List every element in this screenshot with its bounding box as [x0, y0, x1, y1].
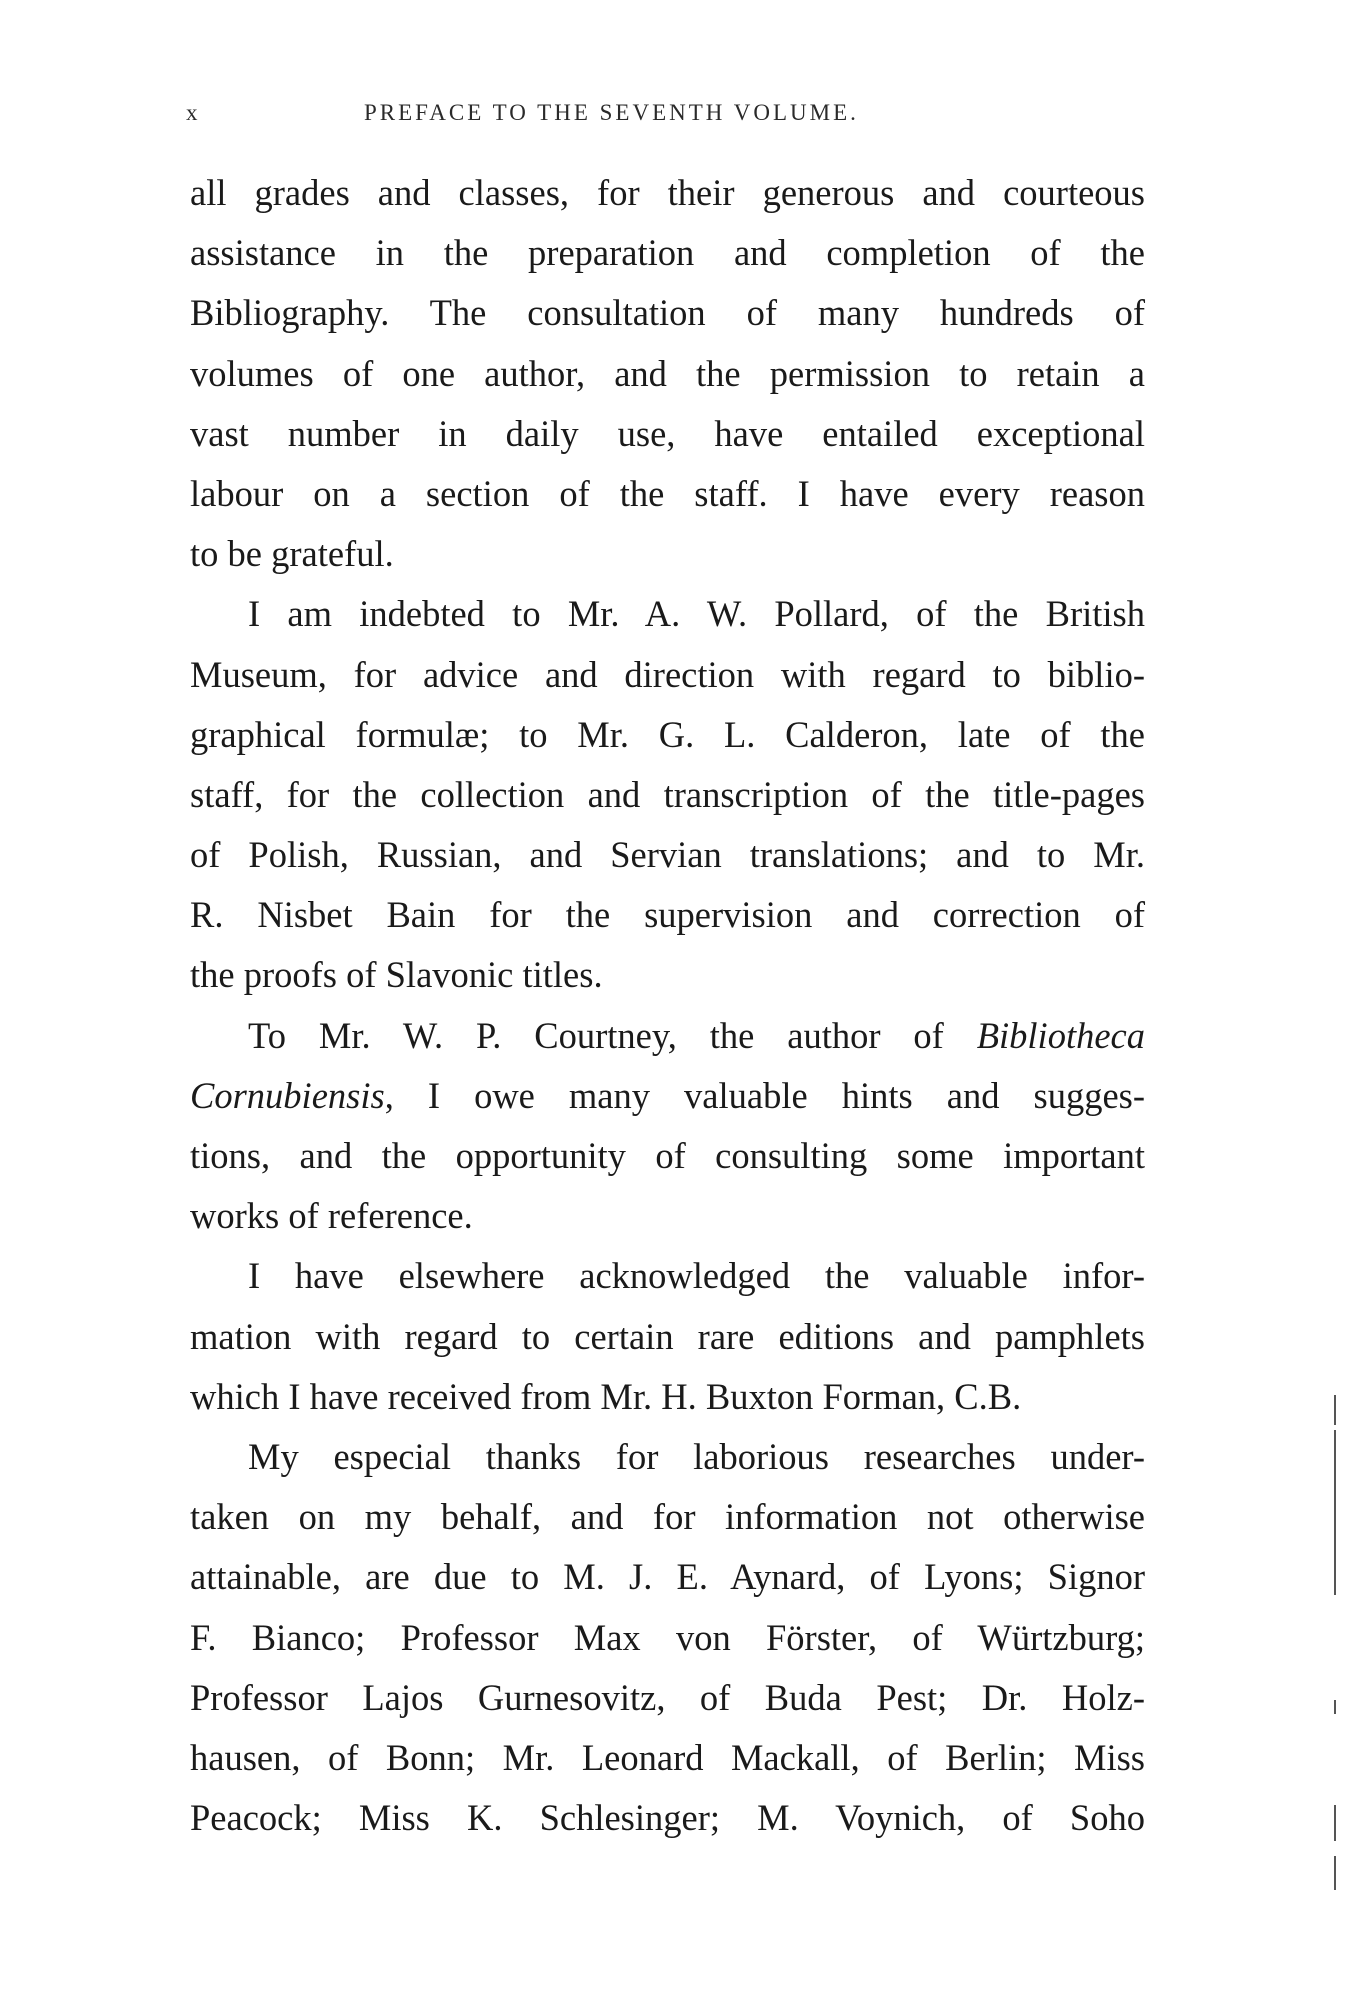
text-line: of Polish, Russian, and Servian translations; and to Mr. [190, 834, 1145, 876]
running-head [186, 100, 1146, 140]
text-line-paragraph-end: to be grateful. [190, 533, 394, 575]
text-line-paragraph-end: the proofs of Slavonic titles. [190, 954, 603, 996]
text-line: Bibliography. The consultation of many hundreds of [190, 292, 1145, 334]
text-line-paragraph-start: I am indebted to Mr. A. W. Pollard, of the British [248, 593, 1145, 635]
text-segment: , I owe many valuable hints and sugges- [384, 1074, 1145, 1116]
scan-edge-mark [1334, 1430, 1336, 1595]
text-line: F. Bianco; Professor Max von Förster, of Würtzburg; [190, 1616, 1145, 1658]
text-line: all grades and classes, for their generous and courteous [190, 172, 1145, 213]
text-line: vast number in daily use, have entailed exceptional [190, 412, 1145, 454]
text-line-paragraph-start: I have elsewhere acknowledged the valuable infor- [248, 1255, 1145, 1297]
text-line-paragraph-start: My especial thanks for laborious researches under- [248, 1435, 1145, 1477]
scan-edge-mark [1334, 1700, 1336, 1714]
text-line: volumes of one author, and the permission to retain a [190, 352, 1145, 394]
text-line-paragraph-end: works of reference. [190, 1195, 473, 1237]
text-line: R. Nisbet Bain for the supervision and correction of [190, 894, 1145, 936]
text-line: Peacock; Miss K. Schlesinger; M. Voynich, of Soho [190, 1797, 1145, 1839]
text-line: Professor Lajos Gurnesovitz, of Buda Pest; Dr. Holz- [190, 1676, 1145, 1718]
body-text [190, 163, 1145, 1848]
scan-edge-mark [1334, 1805, 1336, 1841]
text-line: graphical formulæ; to Mr. G. L. Calderon, late of the [190, 713, 1145, 755]
text-segment: To Mr. W. P. Courtney, the author of [248, 1014, 977, 1056]
text-line-paragraph-end: which I have received from Mr. H. Buxton Forman, C.B. [190, 1375, 1022, 1417]
italic-title: Bibliotheca [976, 1014, 1145, 1056]
text-line: tions, and the opportunity of consulting some important [190, 1135, 1145, 1176]
text-line: attainable, are due to M. J. E. Aynard, of Lyons; Signor [190, 1556, 1145, 1598]
text-line [190, 1066, 1145, 1126]
scan-edge-mark [1334, 1395, 1336, 1425]
text-line: hausen, of Bonn; Mr. Leonard Mackall, of Berlin; Miss [190, 1736, 1145, 1778]
text-line: Museum, for advice and direction with regard to biblio- [190, 653, 1145, 695]
italic-title: Cornubiensis [190, 1074, 385, 1116]
text-line-paragraph-start [190, 1006, 1145, 1066]
scan-edge-mark [1334, 1856, 1336, 1890]
text-line: staff, for the collection and transcription of the title-pages [190, 773, 1145, 815]
running-title: PREFACE TO THE SEVENTH VOLUME. [364, 100, 859, 125]
scan-edge-marks [1324, 0, 1354, 2001]
text-line: taken on my behalf, and for information not otherwise [190, 1496, 1145, 1538]
page-number: x [186, 100, 201, 125]
text-line: labour on a section of the staff. I have every reason [190, 472, 1145, 514]
text-line: mation with regard to certain rare editions and pamphlets [190, 1315, 1145, 1357]
text-line: assistance in the preparation and completion of the [190, 232, 1145, 274]
